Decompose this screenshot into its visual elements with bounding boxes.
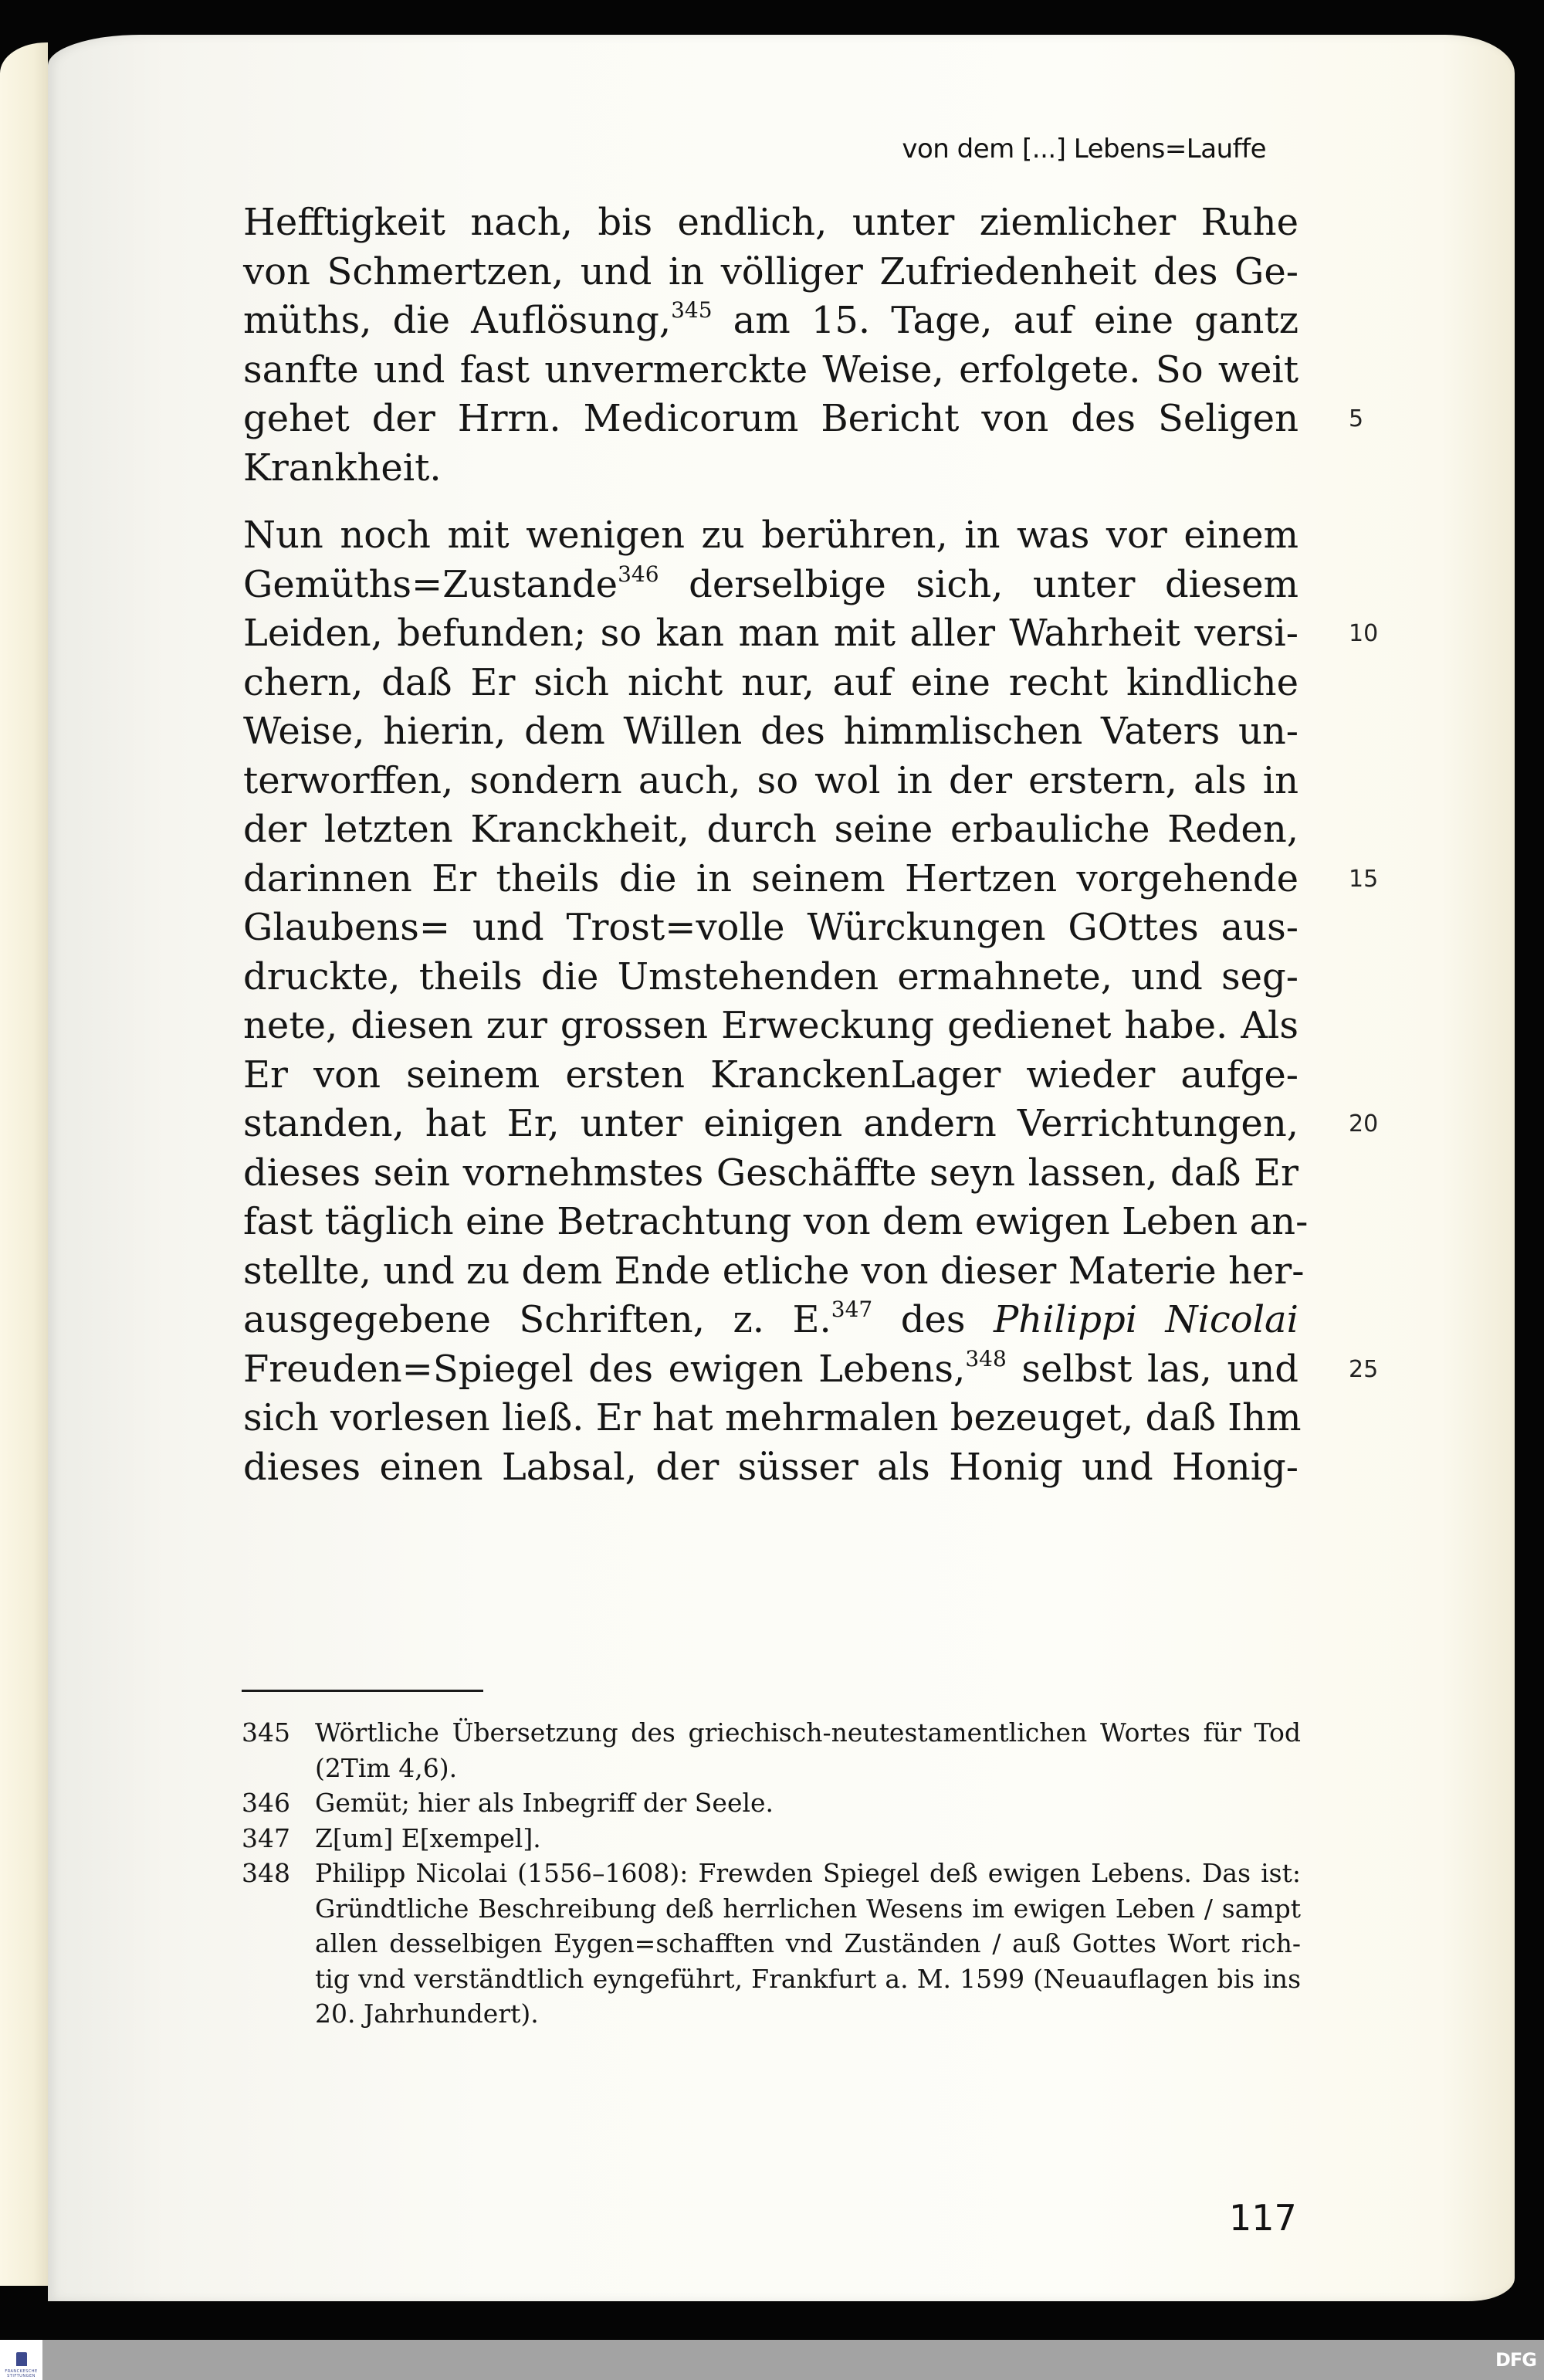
text-line: von Schmertzen, und in völliger Zufriedenheit des Ge- xyxy=(243,249,1299,293)
text-line: müths, die Auflösung,$^{345}$ am 15. Tage, auf eine gantz xyxy=(243,297,1299,342)
paragraph-1 xyxy=(243,198,1364,493)
footnote-ref[interactable]: 348 xyxy=(965,1345,1007,1371)
text-line: sanfte und fast unvermerckte Weise, erfolgete. So weit xyxy=(243,348,1299,392)
francke-foundation-logo[interactable] xyxy=(0,2340,42,2380)
footnote-345: 345 Wörtliche Übersetzung des griechisch-neutestamentlichen Wortes für Tod (2Tim 4,6). xyxy=(242,1715,1301,1785)
text-line: sich vorlesen ließ. Er hat mehrmalen bezeuget, daß Ihm xyxy=(243,1396,1302,1439)
text-line: Weise, hierin, dem Willen des himmlischen Vaters un- xyxy=(243,710,1299,753)
footnote-348: 348 Philipp Nicolai (1556–1608): Frewden Spiegel deß ewigen Lebens. Das ist: Gründtliche Beschreibung deß herrlichen Wesens im ewigen Leben / sampt allen desselbigen Eygen=schafften vnd Zuständen / auß Gottes Wort rich- tig vnd verständtlich eyngeführt, Frankfurt a. M. 1599 (Neuauflagen bis ins 20. Jahrhundert). xyxy=(242,1856,1301,2032)
logo-text: FRANCKESCHE STIFTUNGEN xyxy=(5,2369,38,2378)
line-number: 5 xyxy=(1349,405,1364,432)
footnote-number: 347 xyxy=(242,1822,290,1853)
text-line: Nun noch mit wenigen zu berühren, in was vor einem xyxy=(243,514,1299,557)
line-number: 25 xyxy=(1349,1355,1379,1383)
text-line: Gemüths=Zustande$^{346}$ derselbige sich, unter diesem xyxy=(243,561,1299,606)
paragraph-2 xyxy=(243,511,1379,1492)
footnote-separator xyxy=(242,1690,483,1692)
footnote-number: 348 xyxy=(242,1858,290,1888)
dfg-logo[interactable]: DFG xyxy=(1495,2349,1536,2371)
text-line: der letzten Kranckheit, durch seine erbauliche Reden, xyxy=(243,808,1299,851)
francke-figure-icon xyxy=(16,2352,27,2366)
text-line: stellte, und zu dem Ende etliche von dieser Materie her- xyxy=(243,1249,1305,1293)
facing-page-edge xyxy=(0,42,48,2286)
text-line: Er von seinem ersten KranckenLager wieder aufge- xyxy=(243,1053,1299,1097)
footnote-number: 345 xyxy=(242,1717,290,1748)
text-line: nete, diesen zur grossen Erweckung gedienet habe. Als xyxy=(243,1004,1299,1047)
text-line: chern, daß Er sich nicht nur, auf eine recht kindliche xyxy=(243,660,1299,704)
page-number: 117 xyxy=(1229,2197,1297,2239)
paragraph-gap xyxy=(243,493,1299,511)
italic-name: Philippi Nicolai xyxy=(994,1298,1299,1341)
text-line: standen, hat Er, unter einigen andern Verrichtungen, 20 xyxy=(243,1100,1299,1149)
line-number: 20 xyxy=(1349,1110,1379,1137)
text-line: druckte, theils die Umstehenden ermahnete, und seg- xyxy=(243,954,1299,998)
footnote-ref[interactable]: 347 xyxy=(831,1297,873,1322)
text-line: fast täglich eine Betrachtung von dem ewigen Leben an- xyxy=(243,1200,1309,1243)
footnote-number: 346 xyxy=(242,1788,290,1818)
text-line: Glaubens= und Trost=volle Würckungen GOttes aus- xyxy=(243,906,1299,949)
text-line: Krankheit. xyxy=(243,446,442,490)
text-line: darinnen Er theils die in seinem Hertzen vorgehende 15 xyxy=(243,855,1299,904)
text-line: Hefftigkeit nach, bis endlich, unter ziemlicher Ruhe xyxy=(243,201,1299,244)
running-head: von dem [...] Lebens=Lauffe xyxy=(902,134,1266,164)
footnotes xyxy=(242,1715,1301,2032)
line-number: 10 xyxy=(1349,620,1379,647)
text-line: dieses einen Labsal, der süsser als Honig und Honig- xyxy=(243,1445,1299,1489)
text-line: dieses sein vornehmstes Geschäffte seyn lassen, daß Er xyxy=(243,1151,1299,1195)
book-page xyxy=(48,35,1515,2301)
viewer-footer-bar xyxy=(0,2340,1544,2380)
text-line: terworffen, sondern auch, so wol in der erstern, als in xyxy=(243,758,1299,802)
footnote-347: 347 Z[um] E[xempel]. xyxy=(242,1821,1301,1856)
text-line: Leiden, befunden; so kan man mit aller Wahrheit versi- 10 xyxy=(243,609,1299,659)
footnote-ref[interactable]: 346 xyxy=(618,561,659,587)
line-number: 15 xyxy=(1349,865,1379,893)
footnote-ref[interactable]: 345 xyxy=(671,297,713,323)
body-text xyxy=(243,198,1379,1492)
text-line: Freuden=Spiegel des ewigen Lebens,$^{348}$ selbst las, und 25 xyxy=(243,1345,1299,1395)
text-line: ausgegebene Schriften, z. E.$^{347}$ des Philippi Nicolai xyxy=(243,1297,1299,1341)
text-line: gehet der Hrrn. Medicorum Bericht von des Seligen 5 xyxy=(243,395,1299,444)
footnote-346: 346 Gemüt; hier als Inbegriff der Seele. xyxy=(242,1785,1301,1821)
